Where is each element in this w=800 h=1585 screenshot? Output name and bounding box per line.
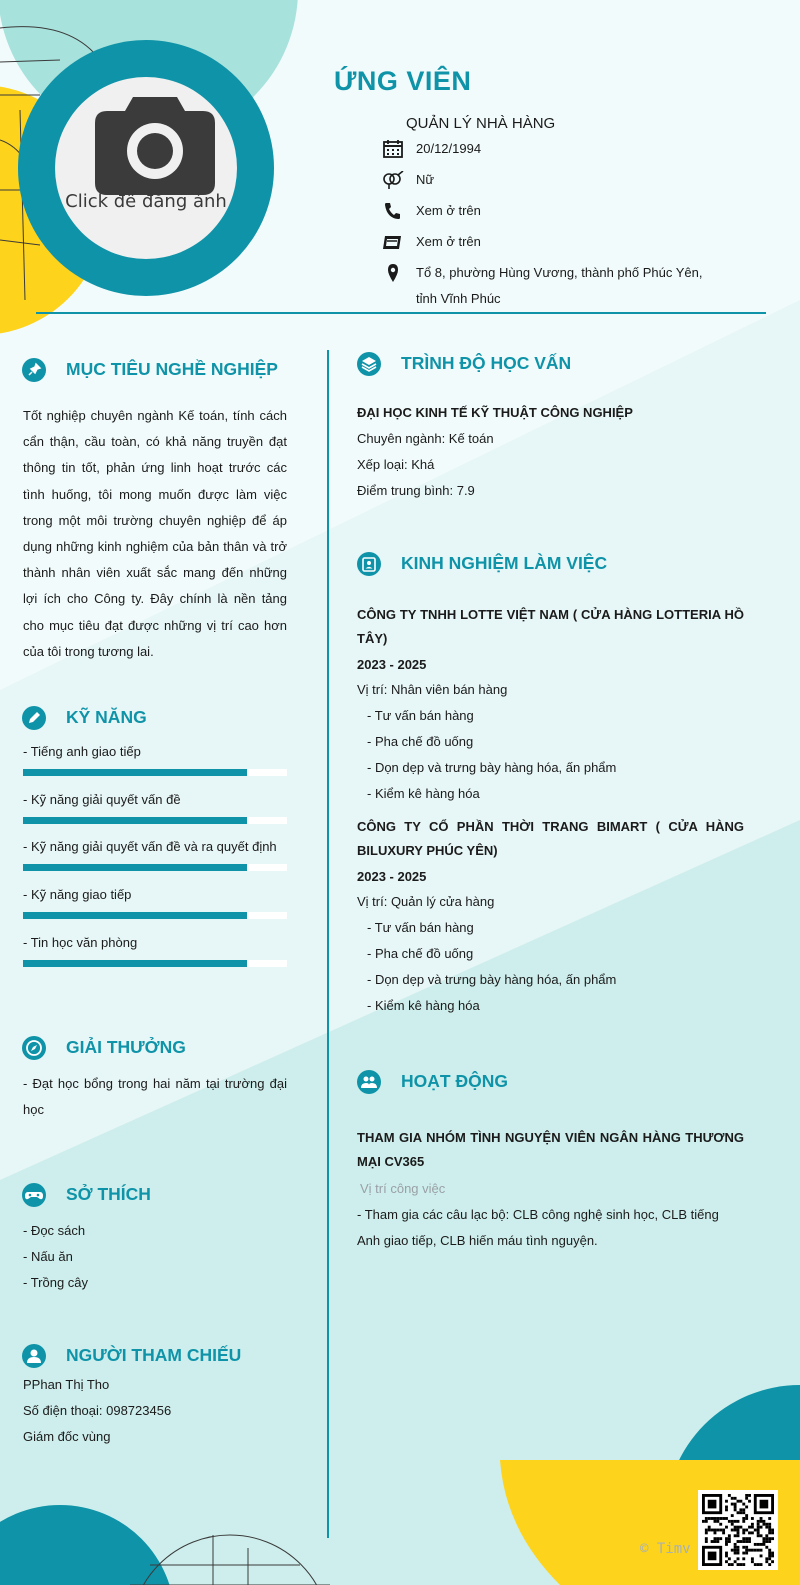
skill-level-bar <box>23 912 287 919</box>
avatar-upload-area[interactable] <box>55 77 237 259</box>
reference-phone: Số điện thoại: 098723456 <box>23 1403 172 1418</box>
job-task: - Kiểm kê hàng hóa <box>367 998 480 1013</box>
camera-icon <box>95 89 215 199</box>
compass-icon <box>22 1036 46 1060</box>
hobby-item: - Đọc sách <box>23 1223 86 1238</box>
gamepad-icon <box>22 1183 46 1207</box>
education-heading <box>357 350 757 380</box>
upload-photo-label: Click để đăng ảnh <box>65 191 227 212</box>
phone-value: Xem ở trên <box>416 203 481 218</box>
skill-level-fill <box>23 912 247 919</box>
watermark: © Timv <box>640 1541 691 1557</box>
job-period: 2023 - 2025 <box>357 657 427 672</box>
hobby-item: - Trồng cây <box>23 1275 89 1290</box>
job-task: - Tư vấn bán hàng <box>367 708 474 723</box>
job-task: - Kiểm kê hàng hóa <box>367 786 480 801</box>
job-task: - Pha chế đồ uống <box>367 734 474 749</box>
education-school: ĐẠI HỌC KINH TẾ KỸ THUẬT CÔNG NGHIỆP <box>357 405 633 420</box>
skill-level-bar <box>23 864 287 871</box>
experience-title: KINH NGHIỆM LÀM VIỆC <box>401 553 608 573</box>
skill-level-fill <box>23 864 247 871</box>
job-task: - Dọn dẹp và trưng bày hàng hóa, ấn phẩm <box>367 760 617 775</box>
job-title: QUẢN LÝ NHÀ HÀNG <box>406 115 556 132</box>
envelope-icon <box>382 233 404 251</box>
skill-name: - Kỹ năng giải quyết vấn đề <box>23 791 181 807</box>
skill-name: - Tin học văn phòng <box>23 934 138 950</box>
awards-text: - Đạt học bổng trong hai năm tại trường đại học <box>23 1076 287 1118</box>
education-major: Chuyên ngành: Kế toán <box>357 431 494 446</box>
user-icon <box>22 1344 46 1368</box>
avatar[interactable] <box>18 40 274 296</box>
references-title: NGƯỜI THAM CHIẾU <box>66 1345 242 1365</box>
skill-name: - Kỹ năng giải quyết vấn đề và ra quyết định <box>23 839 277 855</box>
email-value: Xem ở trên <box>416 234 481 249</box>
phone-icon <box>382 202 404 220</box>
map-pin-icon <box>382 264 404 282</box>
activity-position-placeholder[interactable]: Vị trí công việc <box>360 1181 446 1196</box>
layers-icon <box>357 352 381 376</box>
skill-level-fill <box>23 960 247 967</box>
hobbies-title: SỞ THÍCH <box>66 1184 151 1204</box>
education-gpa: Điểm trung bình: 7.9 <box>357 483 475 498</box>
calendar-icon <box>382 140 404 158</box>
objective-text: Tốt nghiệp chuyên ngành Kế toán, tính cách cẩn thận, cầu toàn, có khả năng truyền đạt thông tin tốt, phản ứng linh hoạt trước các tình huống, tôi mong muốn được làm việc trong một môi trường chuyên nghiệp để áp dụng những kinh nghiệm của bản thân và trở thành nhân viên xuất sắc mang đến những lợi ích cho Công ty. Đây chính là nền tảng cho mục tiêu đạt được những vị trí cao hơn của tôi trong tương lai. <box>23 408 287 659</box>
skill-level-bar <box>23 817 287 824</box>
pin-icon <box>22 358 46 382</box>
skill-level-fill <box>23 769 247 776</box>
activity-organization: THAM GIA NHÓM TÌNH NGUYỆN VIÊN NGÂN HÀNG THƯƠNG MẠI CV365 <box>357 1130 744 1169</box>
column-divider <box>327 350 329 1538</box>
hobbies-heading <box>22 1181 312 1211</box>
id-card-icon <box>357 552 381 576</box>
education-rank: Xếp loại: Khá <box>357 457 435 472</box>
job-company: CÔNG TY TNHH LOTTE VIỆT NAM ( CỬA HÀNG LOTTERIA HỒ TÂY) <box>357 607 744 646</box>
pencil-icon <box>22 706 46 730</box>
skill-level-fill <box>23 817 247 824</box>
gender-icon <box>382 171 404 189</box>
job-task: - Pha chế đồ uống <box>367 946 474 961</box>
awards-title: GIẢI THƯỞNG <box>66 1037 186 1057</box>
qr-code-pattern <box>702 1494 774 1566</box>
address-row <box>382 260 722 314</box>
job-company: CÔNG TY CỔ PHẦN THỜI TRANG BIMART ( CỬA HÀNG BILUXURY PHÚC YÊN) <box>357 819 744 858</box>
skill-level-bar <box>23 960 287 967</box>
birthday-value: 20/12/1994 <box>416 141 482 156</box>
skills-title: KỸ NĂNG <box>66 707 147 727</box>
awards-heading <box>22 1034 312 1064</box>
skill-name: - Kỹ năng giao tiếp <box>23 887 132 903</box>
activity-description: - Tham gia các câu lạc bộ: CLB công nghệ sinh học, CLB tiếng Anh giao tiếp, CLB hiến máu tình nguyện. <box>357 1207 719 1249</box>
address-line-2: tỉnh Vĩnh Phúc <box>416 291 501 306</box>
candidate-name: ỨNG VIÊN <box>334 66 472 96</box>
education-title: TRÌNH ĐỘ HỌC VẤN <box>401 353 572 373</box>
group-icon <box>357 1070 381 1094</box>
header-divider <box>36 312 766 314</box>
skill-name: - Tiếng anh giao tiếp <box>23 744 141 759</box>
objective-heading <box>22 356 312 386</box>
job-position: Vị trí: Nhân viên bán hàng <box>357 682 508 697</box>
skills-heading <box>22 704 312 734</box>
job-position: Vị trí: Quản lý cửa hàng <box>357 894 495 909</box>
activities-heading <box>357 1068 757 1098</box>
gender-value: Nữ <box>416 172 435 187</box>
skill-level-bar <box>23 769 287 776</box>
reference-name: PPhan Thị Tho <box>23 1377 110 1392</box>
objective-title: MỤC TIÊU NGHỀ NGHIỆP <box>66 359 278 379</box>
hobby-item: - Nấu ăn <box>23 1249 73 1264</box>
experience-heading <box>357 550 757 580</box>
qr-code[interactable] <box>698 1490 778 1570</box>
activities-title: HOẠT ĐỘNG <box>401 1071 508 1091</box>
job-task: - Dọn dẹp và trưng bày hàng hóa, ấn phẩm <box>367 972 617 987</box>
references-heading <box>22 1342 312 1372</box>
job-task: - Tư vấn bán hàng <box>367 920 474 935</box>
address-line-1: Tổ 8, phường Hùng Vương, thành phố Phúc Yên, <box>416 265 703 280</box>
reference-position: Giám đốc vùng <box>23 1429 111 1444</box>
job-period: 2023 - 2025 <box>357 869 427 884</box>
